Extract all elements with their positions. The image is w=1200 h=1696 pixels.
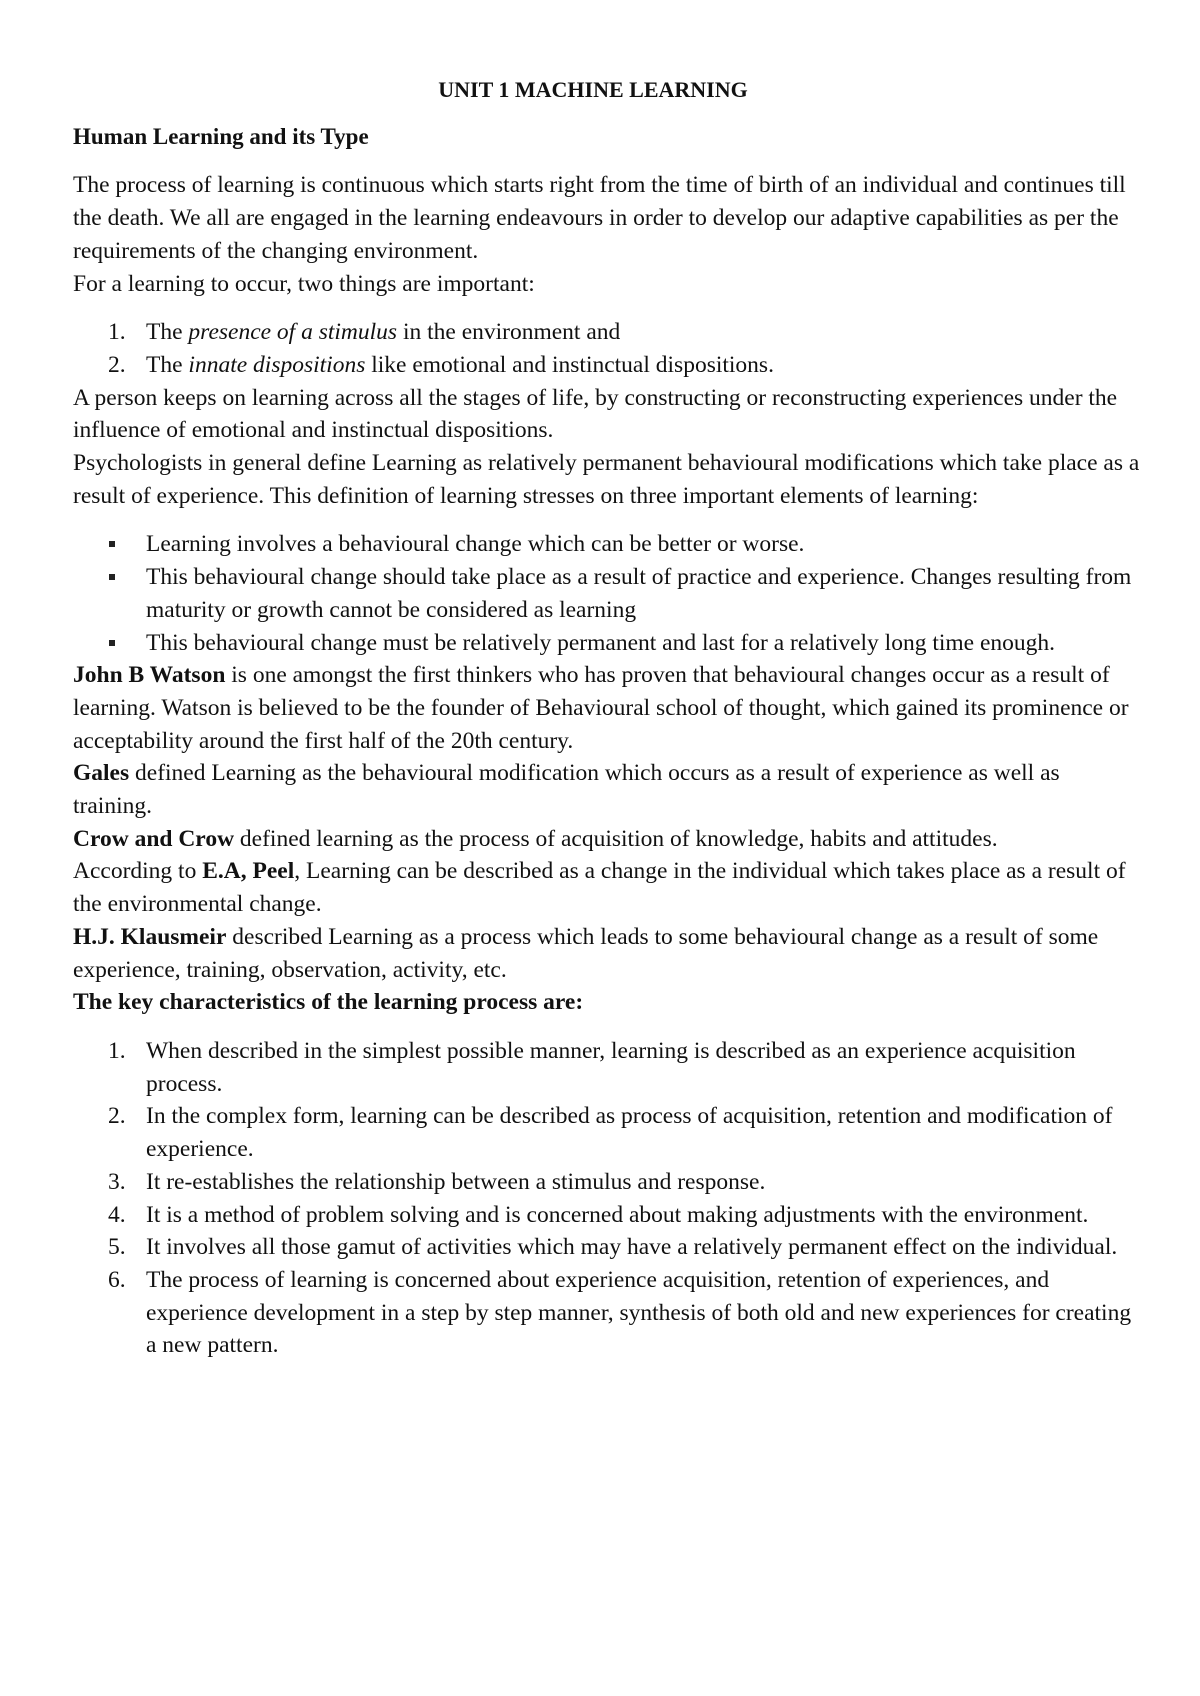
definition-paragraph: John B Watson is one amongst the first thinkers who has proven that behavioural changes occur as a result of learning. Watson is believed to be the founder of Behavioural school of thought, which gained its prominence or acceptability around the first half of the 20th century.	[73, 662, 1129, 754]
definition-paragraph: Crow and Crow defined learning as the process of acquisition of knowledge, habits and attitudes.	[73, 825, 998, 852]
list-item: 1. When described in the simplest possible manner, learning is described as an experience acquisition process.	[73, 1035, 1143, 1100]
elements-list	[73, 528, 1143, 659]
definition-paragraph: Gales defined Learning as the behavioural modification which occurs as a result of experience as well as training.	[73, 760, 1060, 820]
intro-paragraph: For a learning to occur, two things are important:	[73, 270, 535, 297]
list-item: Learning involves a behavioural change which can be better or worse.	[73, 528, 1143, 561]
page-title: UNIT 1 MACHINE LEARNING	[438, 77, 748, 102]
list-number: 3.	[108, 1168, 126, 1195]
bullet-icon	[109, 640, 115, 646]
list-item: 1. The presence of a stimulus in the environment and	[73, 316, 1143, 349]
section-heading: Human Learning and its Type	[73, 123, 369, 149]
list-item: 4. It is a method of problem solving and is concerned about making adjustments with the environment.	[73, 1199, 1143, 1232]
bullet-icon	[109, 541, 115, 547]
list-number: 2.	[108, 351, 126, 378]
document-page	[73, 70, 1143, 1362]
characteristics-list	[73, 1035, 1143, 1362]
bullet-icon	[109, 574, 115, 580]
list-item: 2. In the complex form, learning can be described as process of acquisition, retention and modification of experience.	[73, 1100, 1143, 1165]
list-item: 5. It involves all those gamut of activities which may have a relatively permanent effect on the individual.	[73, 1231, 1143, 1264]
list-item: 2. The innate dispositions like emotional and instinctual dispositions.	[73, 349, 1143, 382]
list-item: This behavioural change should take place as a result of practice and experience. Changes resulting from maturity or growth cannot be considered as learning	[73, 561, 1143, 626]
list-item: 3. It re-establishes the relationship between a stimulus and response.	[73, 1166, 1143, 1199]
list-number: 5.	[108, 1234, 126, 1261]
list-number: 4.	[108, 1201, 126, 1228]
body-paragraph: A person keeps on learning across all the stages of life, by constructing or reconstructing experiences under the influence of emotional and instinctual dispositions.	[73, 384, 1118, 444]
list-number: 2.	[108, 1103, 126, 1130]
list-item: 6. The process of learning is concerned about experience acquisition, retention of experiences, and experience development in a step by step manner, synthesis of both old and new experiences for creating a new pattern.	[73, 1264, 1143, 1362]
list-number: 1.	[108, 1037, 126, 1064]
list-number: 6.	[108, 1266, 126, 1293]
requirements-list	[73, 316, 1143, 381]
list-number: 1.	[108, 319, 126, 346]
list-item: This behavioural change must be relatively permanent and last for a relatively long time enough.	[73, 627, 1143, 660]
characteristics-heading: The key characteristics of the learning process are:	[73, 989, 584, 1016]
definition-paragraph: According to E.A, Peel, Learning can be described as a change in the individual which takes place as a result of the environmental change.	[73, 858, 1126, 918]
definition-paragraph: H.J. Klausmeir described Learning as a process which leads to some behavioural change as a result of some experience, training, observation, activity, etc.	[73, 923, 1099, 983]
intro-paragraph: The process of learning is continuous which starts right from the time of birth of an individual and continues till the death. We all are engaged in the learning endeavours in order to develop our adaptive capabilities as per the requirements of the changing environment.	[73, 172, 1126, 264]
body-paragraph: Psychologists in general define Learning as relatively permanent behavioural modifications which take place as a result of experience. This definition of learning stresses on three important elements of learning:	[73, 450, 1140, 509]
